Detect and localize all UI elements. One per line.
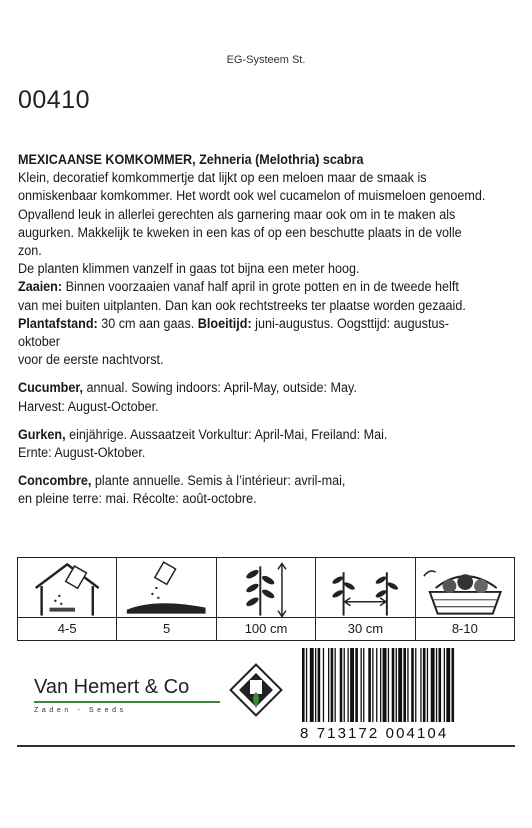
english-line: annual. Sowing indoors: April-May, outside: May. bbox=[83, 380, 357, 396]
brand-rule bbox=[34, 701, 220, 703]
barcode-bar bbox=[436, 648, 437, 722]
barcode-bar bbox=[407, 648, 408, 722]
desc-line: augurken. Makkelijk te kweken in een kas of op een beschutte plaats in de volle zon. bbox=[18, 224, 462, 259]
brand-name: Van Hemert & Co bbox=[34, 676, 190, 698]
barcode-bar bbox=[376, 648, 377, 722]
barcode-icon bbox=[300, 648, 516, 726]
outdoor-sowing-icon bbox=[117, 558, 215, 618]
eg-standard-label: EG-Systeem St. bbox=[226, 54, 306, 66]
zaaien-label: Zaaien: bbox=[18, 279, 63, 295]
brand-tagline: Zaden - Seeds bbox=[34, 707, 127, 714]
barcode-bar bbox=[361, 648, 362, 722]
barcode-bar bbox=[396, 648, 397, 722]
icon-cell-spacing bbox=[316, 558, 415, 640]
icon-label: 5 bbox=[117, 617, 215, 640]
icon-cell-harvest bbox=[416, 558, 514, 640]
barcode-bar bbox=[340, 648, 343, 722]
barcode-bar bbox=[380, 648, 381, 722]
barcode-bar bbox=[344, 648, 345, 722]
barcode-bar bbox=[403, 648, 406, 722]
barcode-bar bbox=[363, 648, 364, 722]
german-description bbox=[18, 426, 488, 462]
barcode-bar bbox=[355, 648, 358, 722]
german-line: Ernte: August-Oktober. bbox=[18, 445, 146, 461]
english-line: Harvest: August-October. bbox=[18, 398, 159, 414]
plant-height-icon bbox=[217, 558, 315, 618]
barcode-bar bbox=[392, 648, 395, 722]
icon-label: 100 cm bbox=[217, 617, 315, 640]
french-description bbox=[18, 472, 488, 508]
zaaien-text-2: van mei buiten uitplanten. Dan kan ook rechtstreeks ter plaatse worden gezaaid. bbox=[18, 297, 466, 313]
plantafstand-text: 30 cm aan gaas. bbox=[97, 315, 198, 331]
icon-cell-height bbox=[217, 558, 316, 640]
bloeitijd-text: juni-augustus. Oogsttijd: augustus-oktober bbox=[18, 315, 449, 350]
zaaien-text: Binnen voorzaaien vanaf half april in grote potten en in de tweede helft bbox=[62, 279, 459, 295]
barcode-bar bbox=[383, 648, 387, 722]
sowing-icons-strip bbox=[17, 557, 515, 641]
french-line: en pleine terre: mai. Récolte: août-octobre. bbox=[18, 491, 257, 507]
product-title: MEXICAANSE KOMKOMMER, Zehneria (Melothria) scabra bbox=[18, 152, 364, 167]
plant-spacing-icon bbox=[316, 558, 414, 618]
french-label: Concombre, bbox=[18, 473, 92, 489]
description-block bbox=[18, 151, 488, 519]
english-description bbox=[18, 379, 488, 415]
german-label: Gurken, bbox=[18, 426, 66, 442]
bloeitijd-text-2: voor de eerste nachtvorst. bbox=[18, 352, 164, 368]
bottom-rule bbox=[17, 745, 515, 747]
harvest-basket-icon bbox=[416, 558, 514, 618]
barcode-bar bbox=[446, 648, 450, 722]
icon-label: 8-10 bbox=[416, 617, 514, 640]
desc-line: onmiskenbaar komkommer. Het wordt ook wel cucamelon of muismeloen genoemd. bbox=[18, 188, 486, 204]
barcode-bar bbox=[411, 648, 414, 722]
barcode-bar bbox=[431, 648, 435, 722]
barcode-bar bbox=[348, 648, 349, 722]
icon-label: 4-5 bbox=[18, 617, 116, 640]
barcode-bar bbox=[452, 648, 455, 722]
desc-line: De planten klimmen vanzelf in gaas tot bijna een meter hoog. bbox=[18, 261, 360, 277]
barcode-bar bbox=[398, 648, 402, 722]
barcode-bar bbox=[388, 648, 389, 722]
barcode-bar bbox=[372, 648, 373, 722]
barcode-bar bbox=[302, 648, 305, 722]
barcode-bar bbox=[315, 648, 316, 722]
desc-line: Opvallend leuk in allerlei gerechten als garnering maar ook om in te maken als bbox=[18, 206, 456, 222]
icon-label: 30 cm bbox=[316, 617, 414, 640]
barcode-bar bbox=[335, 648, 336, 722]
barcode-bar bbox=[415, 648, 416, 722]
desc-line: Klein, decoratief komkommertje dat lijkt op een meloen maar de smaak is bbox=[18, 170, 427, 186]
barcode-digits: 8 713172 004104 bbox=[300, 725, 449, 742]
barcode-bar bbox=[439, 648, 442, 722]
french-line: plante annuelle. Semis à l’intérieur: avril-mai, bbox=[91, 473, 346, 489]
barcode-bar bbox=[310, 648, 314, 722]
dutch-description bbox=[18, 151, 488, 369]
english-label: Cucumber, bbox=[18, 380, 84, 396]
brand-logo-icon bbox=[228, 662, 284, 718]
barcode-bar bbox=[423, 648, 426, 722]
barcode-bar bbox=[331, 648, 334, 722]
barcode-bar bbox=[328, 648, 329, 722]
product-code: 00410 bbox=[18, 86, 91, 114]
german-line: einjährige. Aussaatzeit Vorkultur: April-Mai, Freiland: Mai. bbox=[65, 426, 388, 442]
barcode-bar bbox=[350, 648, 354, 722]
icon-cell-outdoor bbox=[117, 558, 216, 640]
icon-cell-greenhouse bbox=[18, 558, 117, 640]
barcode-bar bbox=[420, 648, 421, 722]
barcode-bar bbox=[368, 648, 371, 722]
bloeitijd-label: Bloeitijd: bbox=[197, 315, 252, 331]
greenhouse-sowing-icon bbox=[18, 558, 116, 618]
barcode-bar bbox=[318, 648, 321, 722]
barcode-bar bbox=[444, 648, 445, 722]
barcode-bar bbox=[323, 648, 324, 722]
barcode-bar bbox=[306, 648, 307, 722]
barcode-bar bbox=[427, 648, 428, 722]
plantafstand-label: Plantafstand: bbox=[18, 315, 98, 331]
